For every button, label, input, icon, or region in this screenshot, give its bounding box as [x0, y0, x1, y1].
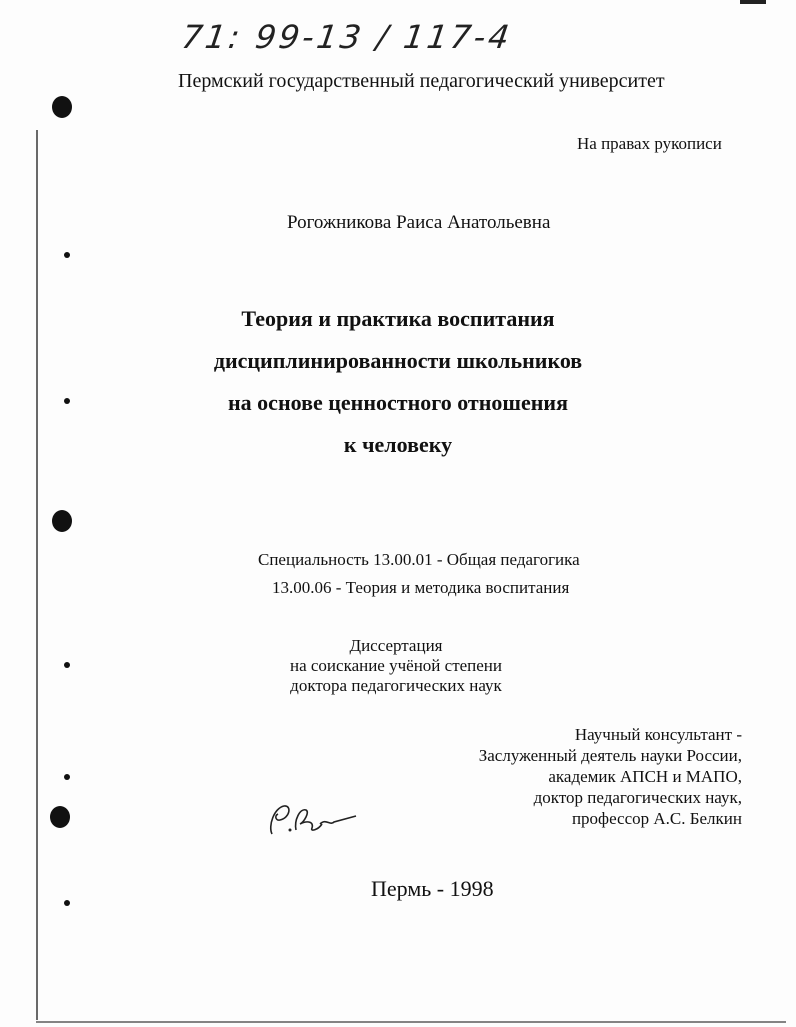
- punch-hole-icon: [64, 252, 70, 258]
- consultant-line: академик АПСН и МАПО,: [548, 767, 742, 786]
- university-name: Пермский государственный педагогический университет: [178, 70, 665, 92]
- punch-hole-icon: [64, 662, 70, 668]
- punch-hole-icon: [50, 806, 70, 828]
- consultant-line: Заслуженный деятель науки России,: [478, 746, 742, 765]
- degree-line: доктора педагогических наук: [290, 676, 502, 695]
- archive-number: 71: 99-13 / 117-4: [179, 18, 515, 56]
- degree-line: Диссертация: [349, 636, 443, 655]
- degree-line: на соискание учёной степени: [289, 656, 503, 675]
- punch-hole-icon: [64, 774, 70, 780]
- scientific-consultant: [479, 724, 742, 829]
- title-line: на основе ценностного отношения: [228, 390, 568, 415]
- specialty-line-1: Специальность 13.00.01 - Общая педагогика: [258, 550, 580, 569]
- consultant-line: Научный консультант -: [574, 725, 742, 744]
- handwritten-signature-icon: [264, 800, 360, 845]
- manuscript-rights: На правах рукописи: [577, 134, 722, 153]
- author-name: Рогожникова Раиса Анатольевна: [287, 212, 551, 233]
- title-line: к человеку: [343, 432, 453, 457]
- dissertation-title: [0, 298, 796, 466]
- punch-hole-icon: [64, 900, 70, 906]
- dissertation-degree: [280, 636, 512, 696]
- title-line: дисциплинированности школьников: [213, 348, 583, 373]
- scan-edge-left: [36, 130, 38, 1020]
- scan-mark-top: [740, 0, 766, 4]
- consultant-line: профессор А.С. Белкин: [571, 809, 742, 828]
- scan-edge-bottom: [36, 1021, 786, 1023]
- punch-hole-icon: [52, 96, 72, 118]
- title-line: Теория и практика воспитания: [241, 306, 555, 331]
- specialty-line-2: 13.00.06 - Теория и методика воспитания: [272, 578, 570, 597]
- consultant-line: доктор педагогических наук,: [533, 788, 742, 807]
- city-year: Пермь - 1998: [371, 876, 494, 901]
- punch-hole-icon: [52, 510, 72, 532]
